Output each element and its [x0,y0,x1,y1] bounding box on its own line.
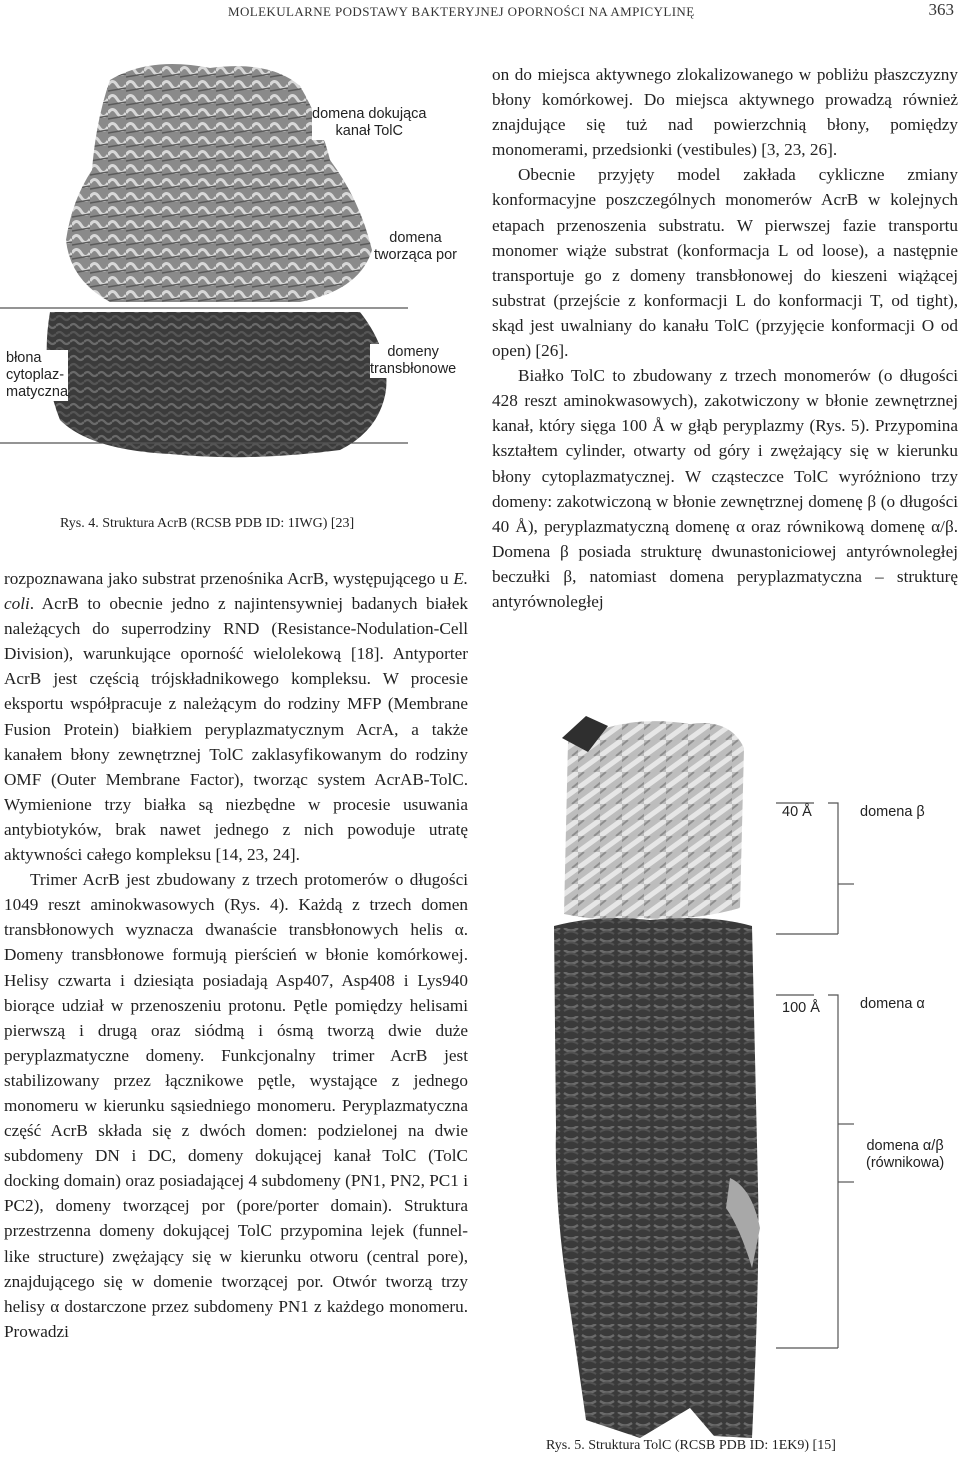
label-beta-domain [860,804,925,821]
label-membrane-text: błona cytoplaz- matyczna [6,350,69,400]
left-paragraph-2: Trimer AcrB jest zbudowany z trzech protomerów o długości 1049 reszt aminokwasowych (Rys. 4). Każdą z trzech domen transbłonowych wyznacza dwanaście transbłonowych helis α. Domeny transbłonowe formują pierścień w błonie komórkowej. Helisy czwarta i dziesiąta posiadają Asp407, Asp408 i Lys940 biorące udział w przenoszeniu protonu. Pętle pomiędzy helisami pierwszą i drugą oraz siódmą i ósmą tworzą dwie duże peryplazmatyczne domeny. Funkcjonalny trimer AcrB jest stabilizowany przez łącznikowe pętle, wystające z jednego monomeru w kierunku sąsiedniego monomeru. Peryplazmatyczna część AcrB składa się z dwóch domen: podzielonej na dwie subdomeny DN i DC, domeny dokującej kanał TolC (TolC docking domain) oraz posiadającej 4 subdomeny (PN1, PN2, PC1 i PC2), domeny tworzącej por (pore/porter domain). Struktura przestrzenna domeny dokującej TolC przypomina lejek (funnel-like structure) zwężający się w kierunku otworu (central pore), znajdującego się w domenie tworzącej por. Otwór tworzą trzy helisy α dostarczone przez subdomeny PN1 z każdego monomeru. Prowadzi [4,870,468,1341]
left-column [4,566,468,1344]
page-number: 363 [928,0,954,19]
left-p1-species: E. coli [4,569,468,614]
label-alpha-domain [860,996,925,1013]
label-alpha-beta-domain [866,1138,944,1172]
label-docking-domain [312,106,426,140]
left-paragraph-1 [4,566,468,867]
figure-tolc-structure [490,708,960,1438]
figure5-caption: Rys. 5. Struktura TolC (RCSB PDB ID: 1EK9) [15] [546,1438,836,1453]
label-beta-text: domena β [860,804,925,820]
label-alpha-beta-text: domena α/β (równikowa) [866,1138,945,1171]
figure4-caption: Rys. 4. Struktura AcrB (RCSB PDB ID: 1IWG) [23] [60,516,355,531]
label-transmembrane-text: domeny transbłonowe [370,344,457,377]
dimension-brackets [776,803,854,1348]
right-paragraph-2: Obecnie przyjęty model zakłada cykliczne zmiany konformacyjne poszczególnych monomerów AcrB w kolejnych etapach przenoszenia substratu. W pierwszej fazie transportu monomer wiąże substrat (konformacja L od loose), a następnie transportuje go z domeny transbłonowej do kieszeni wiążącej substrat (przejście z konformacji L do konformacji T, od tight), skąd jest uwalniany do kanału TolC (przyjęcie konformacji O od open) [26]. [492,165,958,361]
label-cytoplasmic-membrane [6,350,68,401]
label-40-angstrom [782,804,812,821]
label-40-text: 40 Å [782,804,812,820]
label-docking-text: domena dokująca kanał TolC [312,106,427,139]
figure-acrb-structure [0,50,468,470]
label-pore-text: domena tworząca por [374,230,458,263]
running-header [0,0,960,26]
left-p1-part-a: rozpoznawana jako substrat przenośnika AcrB, występującego u [4,569,454,588]
label-100-angstrom [782,1000,820,1017]
right-paragraph-3: Białko TolC to zbudowany z trzech monomerów (o długości 428 reszt aminokwasowych), zakotwiczony w błonie zewnętrznej kanał, który sięga 100 Å w głąb peryplazmy (Rys. 5). Przypomina kształtem cylinder, otwarty od góry i zwężający się w kierunku błony cytoplazmatycznej. W cząsteczce TolC wyróżniono trzy domeny: zakotwiczoną w błonie zewnętrznej domenę β (o długości 40 Å), peryplazmatyczną domenę α oraz równikową domenę α/β. Domena β posiada strukturę dwunastoniciowej antyrównoległej beczułki β, natomiast domena peryplazmatyczna – strukturę antyrównoległej [492,366,958,611]
running-title: MOLEKULARNE PODSTAWY BAKTERYJNEJ OPORNOŚCI NA AMPICYLINĘ [228,4,695,19]
label-100-text: 100 Å [782,1000,820,1016]
label-pore-domain [374,230,457,264]
left-p1-part-b: . AcrB to obecnie jedno z najintensywniej badanych białek należących do superrodziny RND (Resistance-Nodulation-Cell Division), warunkujące oporność wielolekową [18]. Antyporter AcrB jest częścią trójskładnikowego kompleksu. W procesie eksportu współpracuje z należącym do rodziny MFP (Membrane Fusion Protein) białkiem peryplazmatycznym AcrA, a także kanałem błony zewnętrznej TolC zaklasyfikowanym do rodziny OMF (Outer Membrane Factor), tworząc system AcrAB-TolC. Wymienione trzy białka są niezbędne w procesie usuwania antybiotyków, brak nawet jednego z nich powoduje utratę aktywności całego kompleksu [14, 23, 24]. [4,594,468,865]
label-transmembrane-domains [370,344,456,378]
right-paragraph-1: on do miejsca aktywnego zlokalizowanego w pobliżu płaszczyzny błony komórkowej. Do miejsca aktywnego prowadzą również znajdujące się tuż nad powierzchnią błony, pomiędzy monomerami, przedsionki (vestibules) [3, 23, 26]. [492,65,958,160]
label-alpha-text: domena α [860,996,925,1012]
right-column [492,62,958,614]
